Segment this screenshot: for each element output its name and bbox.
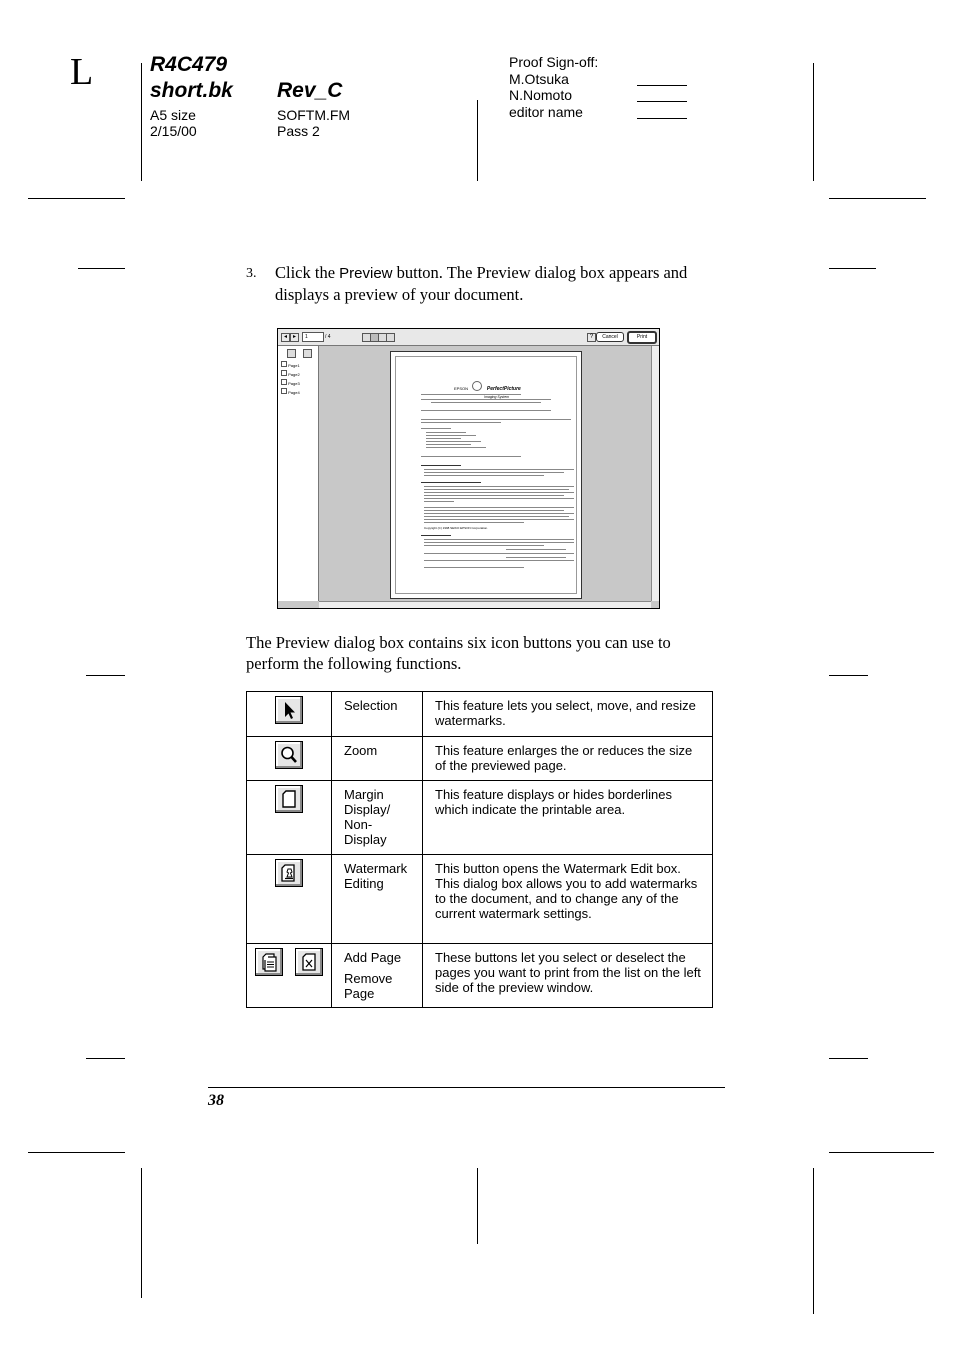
function-name: Margin Display/ Non-Display: [332, 781, 423, 855]
function-description: This feature enlarges the or reduces the size of the previewed page.: [423, 737, 713, 781]
revision: Rev_C: [277, 79, 343, 102]
step-text-after: button. The Preview dialog box appears and displays a preview of your document.: [275, 263, 688, 304]
crop-mark: [829, 675, 868, 676]
page-list-item: Page1: [281, 361, 300, 368]
function-name: [332, 944, 423, 1008]
table-row: [247, 781, 713, 855]
signer-name: editor name: [509, 104, 583, 120]
signature-line: [637, 118, 687, 119]
crop-mark: [829, 1058, 868, 1059]
function-description: This feature displays or hides borderlines which indicate the printable area.: [423, 781, 713, 855]
doc-logo: EPSON PerfectPicture Imaging System: [454, 377, 521, 399]
page-list-item: Page3: [281, 379, 300, 386]
add-page-tool-icon: [287, 349, 296, 358]
proof-title: Proof Sign-off:: [509, 54, 599, 70]
preview-toolbar: [278, 329, 659, 346]
pass-number: Pass 2: [277, 123, 320, 139]
crop-mark: [477, 1168, 478, 1244]
table-row: [247, 944, 713, 1008]
function-description: These buttons let you select or deselect the pages you want to print from the list on the left side of the preview window.: [423, 944, 713, 1008]
crop-mark: [28, 198, 125, 199]
page-list-panel: [278, 346, 319, 601]
crop-mark: [813, 63, 814, 181]
previewed-page: [390, 351, 582, 599]
crop-mark: [829, 1152, 934, 1153]
cancel-button: Cancel: [596, 332, 624, 342]
preview-dialog-screenshot: [277, 328, 660, 609]
icon-cell: [247, 781, 332, 855]
preview-button-name: Preview: [339, 265, 393, 282]
function-table: [246, 691, 713, 1008]
vertical-scrollbar: [651, 346, 659, 601]
table-row: [247, 692, 713, 737]
intro-paragraph: The Preview dialog box contains six icon buttons you can use to perform the following functions.: [246, 633, 671, 673]
icon-cell: [247, 944, 332, 1008]
book-name: short.bk: [150, 79, 233, 102]
watermark-tool-icon: [386, 333, 395, 342]
page-margin-icon: [275, 785, 303, 813]
remove-page-icon: [295, 948, 323, 976]
magnifier-icon: [275, 741, 303, 769]
step-number: 3.: [246, 266, 257, 281]
file-name: SOFTM.FM: [277, 107, 351, 123]
print-date: 2/15/00: [150, 123, 197, 139]
help-icon: ?: [587, 333, 596, 342]
add-page-icon: [255, 948, 283, 976]
page-number: 38: [208, 1092, 224, 1109]
crop-mark: [28, 1152, 125, 1153]
function-name: Selection: [332, 692, 423, 737]
prev-page-icon: ◂: [281, 333, 290, 342]
crop-mark: [141, 1168, 142, 1298]
table-row: [247, 855, 713, 944]
margin-border: [395, 356, 577, 594]
add-page-label: Add Page: [344, 950, 402, 965]
signature-line: [637, 85, 687, 86]
doc-copyright: Copyright (C) 1998 SEIKO EPSON Corporation.: [424, 526, 489, 530]
signature-line: [637, 101, 687, 102]
crop-mark: [78, 268, 125, 269]
footer-rule: [208, 1087, 725, 1088]
remove-page-tool-icon: [303, 349, 312, 358]
crop-mark: [86, 1058, 125, 1059]
icon-cell: [247, 737, 332, 781]
watermark-edit-icon: [275, 859, 303, 887]
function-name: Watermark Editing: [332, 855, 423, 944]
step-text-before: Click the: [275, 263, 340, 282]
function-description: This button opens the Watermark Edit box. This dialog box allows you to add watermarks to the document, and to change any of the current watermark settings.: [423, 855, 713, 944]
table-row: [247, 737, 713, 781]
function-name: Zoom: [332, 737, 423, 781]
icon-cell: [247, 855, 332, 944]
page-list-item: Page2: [281, 370, 300, 377]
page-list: [281, 361, 300, 395]
crop-mark: [829, 268, 876, 269]
icon-cell: [247, 692, 332, 737]
function-description: This feature lets you select, move, and resize watermarks.: [423, 692, 713, 737]
next-page-icon: ▸: [290, 333, 299, 342]
signer-name: N.Nomoto: [509, 87, 573, 103]
crop-mark: [86, 675, 125, 676]
remove-page-label: Remove Page: [344, 971, 393, 1001]
job-id: R4C479: [150, 53, 228, 76]
crop-mark: [477, 100, 478, 181]
step-text: [275, 262, 720, 305]
paper-size: A5 size: [150, 107, 196, 123]
print-button: Print: [627, 331, 657, 344]
corner-letter: L: [70, 51, 94, 93]
crop-mark: [813, 1168, 814, 1314]
arrow-pointer-icon: [275, 696, 303, 724]
page-field: 1: [302, 332, 324, 342]
horizontal-scrollbar: [319, 601, 651, 608]
signer-name: M.Otsuka: [509, 71, 569, 87]
page-list-item: Page4: [281, 388, 300, 395]
crop-mark: [141, 63, 142, 181]
crop-mark: [829, 198, 926, 199]
page-total: / 4: [325, 334, 331, 340]
